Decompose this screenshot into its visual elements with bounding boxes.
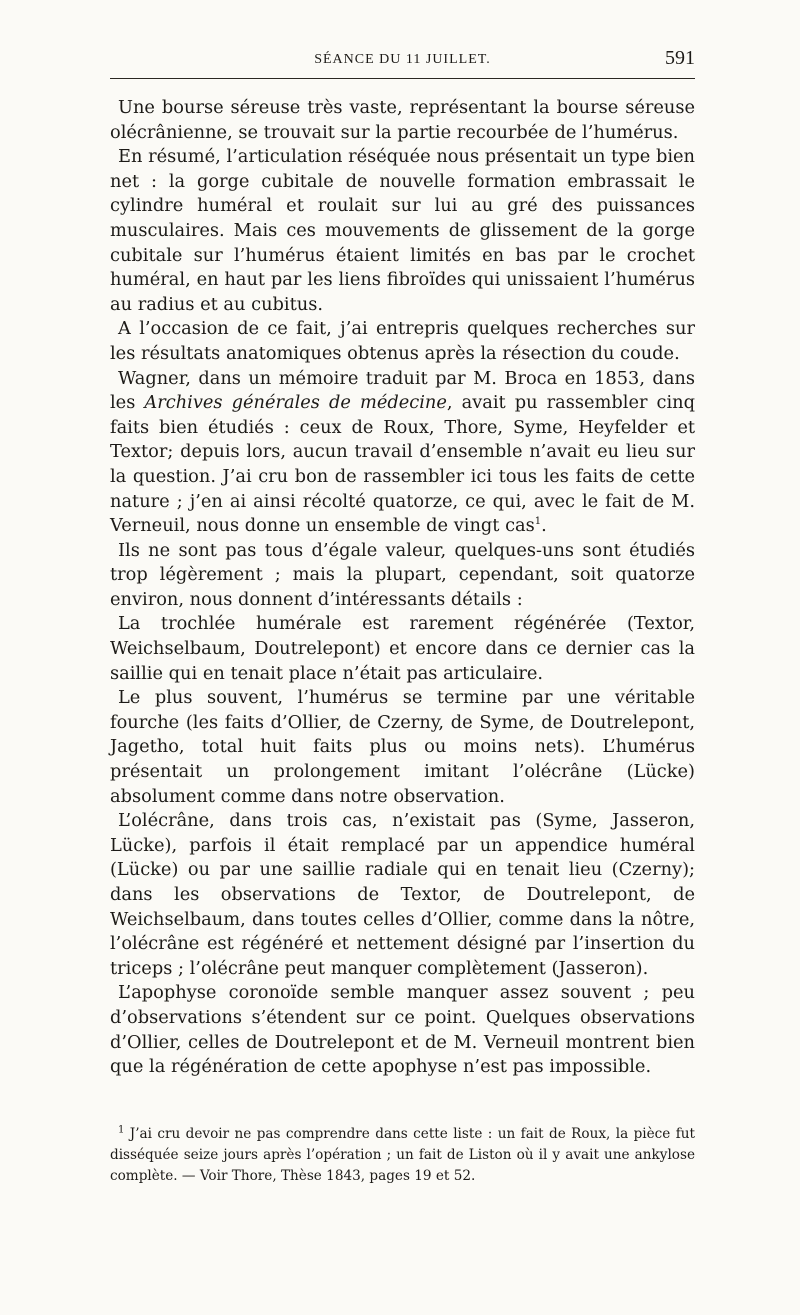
paragraph-en-resume: En résumé, l’articulation réséquée nous présentait un type bien net : la gorge cubitale de nouvelle formation embrassait le cylindre huméral et roulait sur lui au gré des puissances musculaires. Mais ces mouvements de glissement de la gorge cubitale sur l’humérus étaient limités en bas par le crochet huméral, en haut par les liens fibroïdes qui unissaient l’humérus au radius et au cubitus. [110,146,695,315]
paragraph-trochlee: La trochlée humérale est rarement régénérée (Textor, Weichselbaum, Doutrelepont) et encore dans ce dernier cas la saillie qui en tenait place n’était pas articulaire. [110,613,695,684]
wagner-period: . [541,515,547,537]
journal-title: Archives générales de médecine [144,392,447,414]
paragraph-valeur: Ils ne sont pas tous d’égale valeur, quelques-uns sont étudiés trop légèrement ; mais la plupart, cependant, soit quatorze environ, nous donnent d’intéressants détails : [110,539,695,610]
wagner-text-end: , avait pu rassembler cinq faits bien étudiés : ceux de Roux, Thore, Syme, Heyfelder et Textor; depuis lors, aucun travail d’ensemble n’avait eu lieu sur la question. J’ai cru bon de rassembler ici tous les faits de cette nature ; j’en ai ainsi récolté quatorze, ce qui, avec le fait de M. Verneuil, nous donne un ensemble de vingt cas [110,392,696,537]
paragraph-fourche: Le plus souvent, l’humérus se termine par une véritable fourche (les faits d’Ollier, de Czerny, de Syme, de Doutrelepont, Jagetho, total huit faits plus ou moins nets). L’humérus présentait un prolongement imitant l’olécrâne (Lücke) absolument comme dans notre observation. [110,687,695,807]
paragraph-olecrane: L’olécrâne, dans trois cas, n’existait pas (Syme, Jasseron, Lücke), parfois il était remplacé par un appendice huméral (Lücke) ou par une saillie radiale qui en tenait lieu (Czerny); dans les observations de Textor, de Doutrelepont, de Weichselbaum, dans toutes celles d’Ollier, comme dans la nôtre, l’olécrâne est régénéré et nettement désigné par l’insertion du triceps ; l’olécrâne peut manquer complètement (Jasseron). [110,810,695,979]
footnote-text [110,1124,695,1187]
footnote-body: J’ai cru devoir ne pas comprendre dans cette liste : un fait de Roux, la pièce fut disséquée seize jours après l’opération ; un fait de Liston où il y avait une ankylose complète. — Voir Thore, Thèse 1843, pages 19 et 52. [110,1126,695,1184]
paragraph-bourse-sereuse: Une bourse séreuse très vaste, représentant la bourse séreuse olécrânienne, se trouvait sur la partie recourbée de l’humérus. [110,97,695,143]
running-head [110,44,695,79]
footnote [110,1124,695,1187]
footnote-reference: 1 [534,516,542,528]
paragraph-wagner [110,367,695,539]
running-title: SÉANCE DU 11 JUILLET. [314,52,491,67]
paragraph-coronoide: L’apophyse coronoïde semble manquer assez souvent ; peu d’observations s’étendent sur ce point. Quelques observations d’Ollier, celles de Doutrelepont et de M. Verneuil montrent bien que la régénération de cette apophyse n’est pas impossible. [110,982,695,1078]
footnote-marker: 1 [118,1124,125,1136]
page-number: 591 [665,47,695,69]
body-text [110,96,695,1080]
wagner-text-start: Wagner, dans un mémoire traduit par M. Broca en 1853, dans les [110,367,695,414]
paragraph-occasion: A l’occasion de ce fait, j’ai entrepris quelques recherches sur les résultats anatomiques obtenus après la résection du coude. [110,318,695,364]
